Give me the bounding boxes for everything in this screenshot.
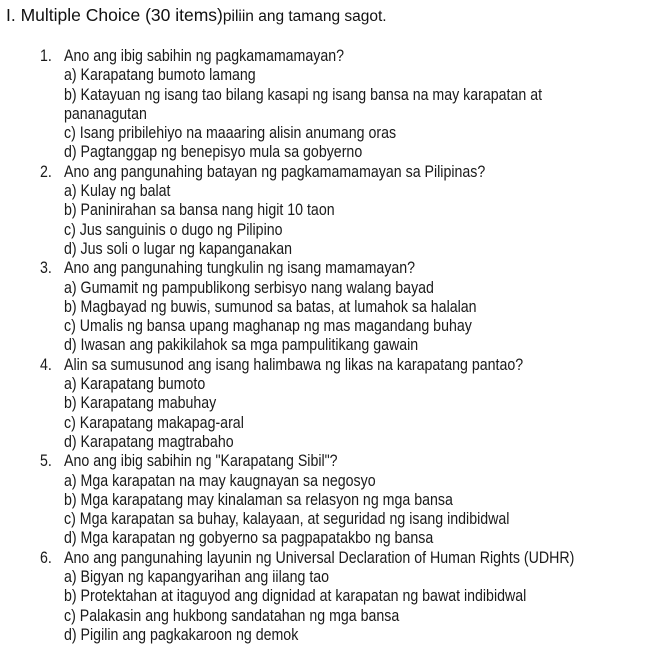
- question-number: 5.: [40, 452, 52, 471]
- option-b: b) Karapatang mabuhay: [64, 394, 217, 413]
- option-b: b) Paninirahan sa bansa nang higit 10 taon: [64, 201, 335, 220]
- option-d: d) Pagtanggap ng benepisyo mula sa gobyerno: [64, 143, 363, 162]
- question-number: 1.: [40, 47, 52, 65]
- option-a: a) Mga karapatan na may kaugnayan sa negosyo: [64, 471, 376, 490]
- option-d: d) Pigilin ang pagkakaroon ng demok: [64, 625, 299, 644]
- option-b-continued: pananagutan: [64, 104, 147, 123]
- option-c: c) Karapatang makapag-aral: [64, 413, 244, 432]
- question-number: 4.: [40, 355, 52, 374]
- option-b: b) Katayuan ng isang tao bilang kasapi ng isang bansa na may karapatan at: [64, 85, 543, 104]
- question-4: [0, 356, 656, 452]
- question-text: Ano ang ibig sabihin ng pagkamamamayan?: [64, 47, 345, 65]
- option-c: c) Palakasin ang hukbong sandatahan ng mga bansa: [64, 606, 400, 625]
- option-d: d) Mga karapatan ng gobyerno sa pagpapatakbo ng bansa: [64, 529, 434, 548]
- option-a: a) Gumamit ng pampublikong serbisyo nang walang bayad: [64, 278, 434, 297]
- section-title-main: I. Multiple Choice (30 items): [6, 5, 223, 25]
- question-2: [0, 163, 656, 259]
- question-5: [0, 452, 656, 548]
- option-a: a) Bigyan ng kapangyarihan ang iilang tao: [64, 568, 330, 587]
- option-a: a) Karapatang bumoto: [64, 375, 206, 394]
- option-d: d) Karapatang magtrabaho: [64, 432, 234, 451]
- question-6: [0, 549, 656, 645]
- option-c: c) Mga karapatan sa buhay, kalayaan, at seguridad ng isang indibidwal: [64, 510, 510, 529]
- question-number: 2.: [40, 162, 52, 181]
- question-list: [0, 47, 656, 645]
- question-text: Ano ang pangunahing batayan ng pagkamamamayan sa Pilipinas?: [64, 162, 486, 181]
- option-d: d) Iwasan ang pakikilahok sa mga pampulitikang gawain: [64, 336, 419, 355]
- question-3: [0, 259, 656, 355]
- question-number: 3.: [40, 259, 52, 278]
- option-b: b) Magbayad ng buwis, sumunod sa batas, at lumahok sa halalan: [64, 297, 477, 316]
- question-number: 6.: [40, 548, 52, 567]
- option-c: c) Isang pribilehiyo na maaaring alisin anumang oras: [64, 124, 397, 143]
- question-text: Ano ang pangunahing tungkulin ng isang mamamayan?: [64, 259, 416, 278]
- option-a: a) Karapatang bumoto lamang: [64, 66, 256, 85]
- question-1: [0, 47, 656, 163]
- question-text: Ano ang ibig sabihin ng "Karapatang Sibil"?: [64, 452, 338, 471]
- question-text: Alin sa sumusunod ang isang halimbawa ng likas na karapatang pantao?: [64, 355, 524, 374]
- section-title-instruction: piliin ang tamang sagot.: [222, 8, 387, 25]
- option-d: d) Jus soli o lugar ng kapanganakan: [64, 239, 292, 258]
- option-b: b) Protektahan at itaguyod ang dignidad at karapatan ng bawat indibidwal: [64, 587, 527, 606]
- question-text: Ano ang pangunahing layunin ng Universal Declaration of Human Rights (UDHR): [64, 548, 575, 567]
- option-c: c) Jus sanguinis o dugo ng Pilipino: [64, 220, 283, 239]
- option-a: a) Kulay ng balat: [64, 182, 171, 201]
- option-c: c) Umalis ng bansa upang maghanap ng mas magandang buhay: [64, 317, 472, 336]
- option-b: b) Mga karapatang may kinalaman sa relasyon ng mga bansa: [64, 490, 453, 509]
- section-title: [6, 5, 387, 26]
